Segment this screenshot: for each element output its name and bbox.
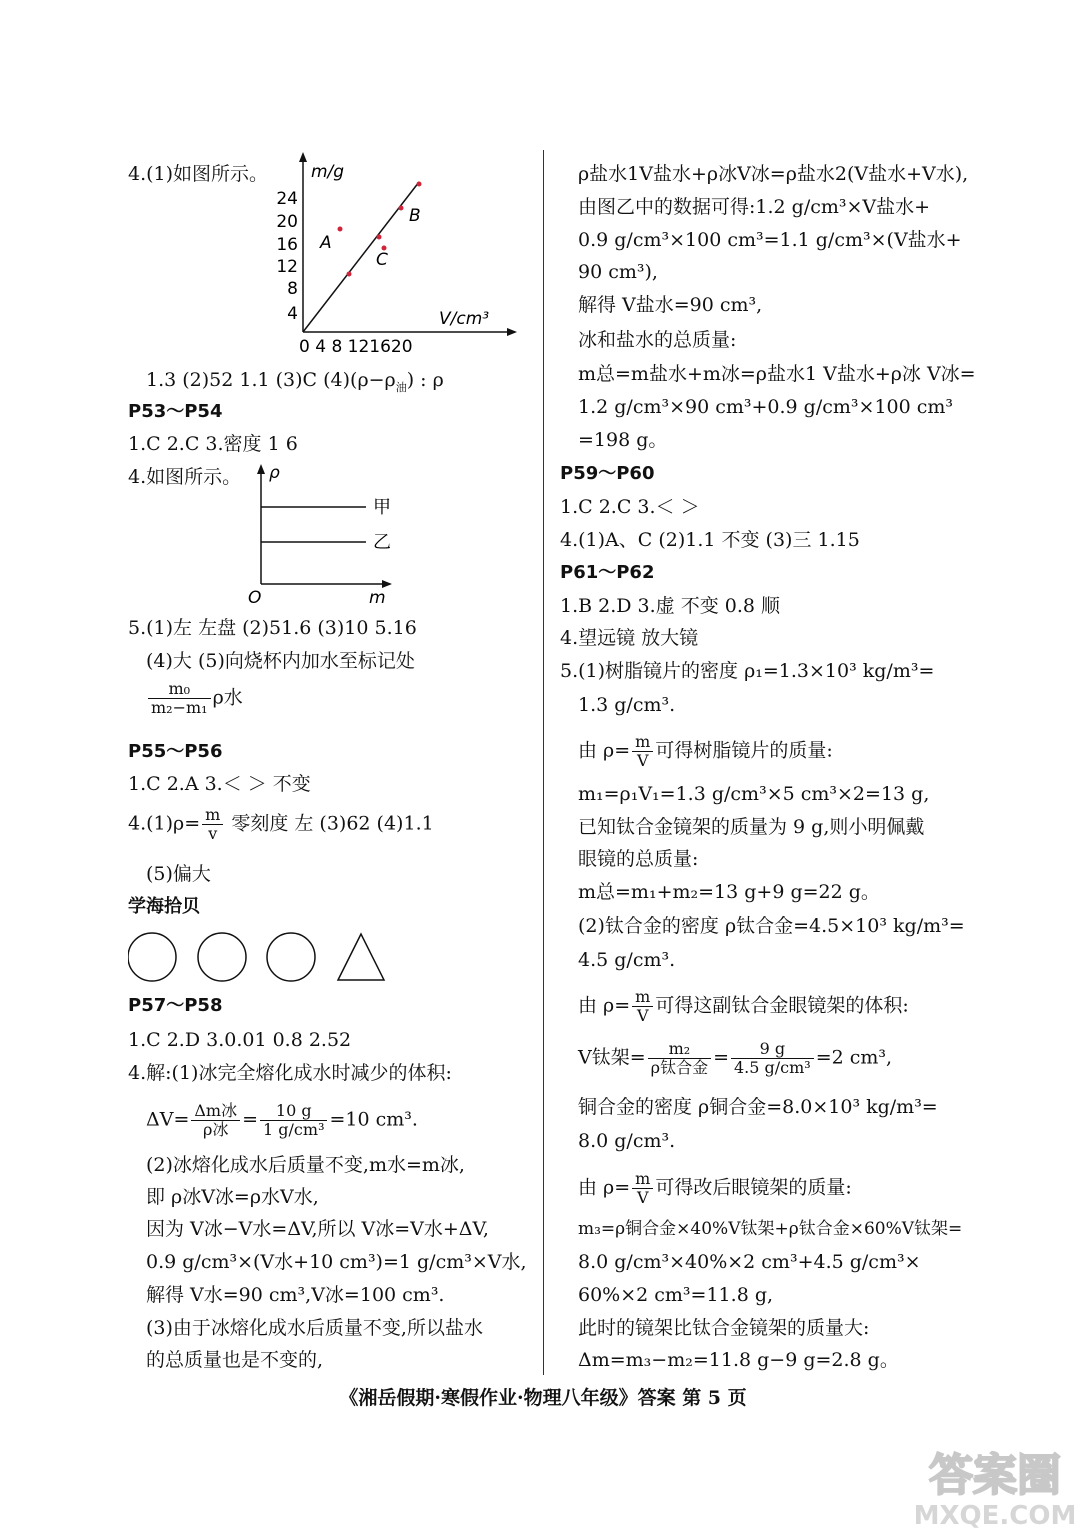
x-axis-label: V/cm³ [439, 309, 490, 329]
watermark-logo [913, 1442, 1078, 1530]
answer-line: 1.C 2.C 3.＜ ＞ [560, 496, 700, 518]
answer-line: 0.9 g/cm³×(V水+10 cm³)=1 g/cm³×V水, [146, 1251, 527, 1273]
y-tick: 4 [287, 304, 298, 324]
answer-line: 5.(1)树脂镜片的密度 ρ₁=1.3×10³ kg/m³= [560, 660, 935, 682]
answer-line: 因为 V冰−V水=ΔV,所以 V冰=V水+ΔV, [146, 1218, 489, 1240]
triangle-shape [338, 934, 384, 980]
column-divider [543, 150, 544, 1375]
y-axis-label: m/g [311, 162, 345, 182]
answer-line: m₁=ρ₁V₁=1.3 g/cm³×5 cm³×2=13 g, [578, 783, 930, 805]
answer-line: 4.(1)A、C (2)1.1 不变 (3)三 1.15 [560, 529, 860, 551]
answer-line: m₃=ρ铜合金×40%V钛架+ρ钛合金×60%V钛架= [578, 1219, 963, 1239]
formula-line: 4.(1)ρ= $\frac{m}{v}$ 零刻度 左 (3)62 (4)1.1 [128, 805, 434, 843]
formula-line: 由 ρ= $\frac{m}{V}$ 可得这副钛合金眼镜架的体积: [578, 987, 909, 1025]
fraction-answer: $\frac{\text{m₀}}{\text{m₂−m₁}}$ ρ水 [146, 680, 243, 717]
point-b-label: B [409, 206, 421, 226]
answer-line: m总=m₁+m₂=13 g+9 g=22 g。 [578, 881, 880, 903]
answer-line: 4.望远镜 放大镜 [560, 627, 699, 649]
answer-line: 8.0 g/cm³. [578, 1130, 676, 1152]
point-c-label: C [376, 250, 388, 270]
answer-line: 解得 V盐水=90 cm³, [578, 294, 763, 316]
section-heading: P57～P58 [128, 995, 223, 1016]
mass-volume-graph [273, 150, 518, 360]
origin-label: O [248, 588, 262, 604]
section-heading: P55～P56 [128, 741, 223, 762]
y-tick: 8 [287, 279, 298, 299]
answer-line: 8.0 g/cm³×40%×2 cm³+4.5 g/cm³× [578, 1251, 921, 1273]
y-tick: 20 [276, 212, 298, 232]
m-axis-label: m [369, 588, 386, 604]
x-ticks: 0 4 8 121620 [299, 337, 413, 357]
point-a-label: A [320, 233, 332, 253]
answer-line: 铜合金的密度 ρ铜合金=8.0×10³ kg/m³= [578, 1096, 938, 1118]
answer-line: (2)冰熔化成水后质量不变,m水=m冰, [146, 1154, 465, 1176]
answer-line: 1.B 2.D 3.虚 不变 0.8 顺 [560, 595, 780, 617]
answer-line: 已知钛合金镜架的质量为 9 g,则小明佩戴 [578, 816, 925, 838]
answer-line: (4)大 (5)向烧杯内加水至标记处 [146, 650, 415, 672]
answer-line: 1.C 2.C 3.密度 1 6 [128, 433, 298, 455]
answer-line: 0.9 g/cm³×100 cm³=1.1 g/cm³×(V盐水+ [578, 229, 962, 251]
answer-line: (3)由于冰熔化成水后质量不变,所以盐水 [146, 1317, 483, 1339]
answer-line: 4.5 g/cm³. [578, 949, 676, 971]
answer-line: 冰和盐水的总质量: [578, 329, 737, 351]
density-mass-graph [238, 462, 408, 604]
y-tick: 16 [276, 235, 298, 255]
y-tick: 12 [276, 257, 298, 277]
answer-line: 60%×2 cm³=11.8 g, [578, 1284, 774, 1306]
answer-line: 眼镜的总质量: [578, 848, 699, 870]
page-footer: 《湘岳假期·寒假作业·物理八年级》答案 第 5 页 [339, 1387, 747, 1409]
answer-line: 解得 V水=90 cm³,V冰=100 cm³. [146, 1284, 445, 1306]
answer-line: 1.3 g/cm³. [578, 694, 676, 716]
circle-shape [267, 933, 315, 981]
answer-line: 由图乙中的数据可得:1.2 g/cm³×V盐水+ [578, 196, 931, 218]
q4-intro: 4.(1)如图所示。 [128, 163, 269, 185]
answer-line: =198 g。 [578, 429, 668, 451]
answer-line: (5)偏大 [146, 863, 211, 885]
section-heading: P61～P62 [560, 562, 655, 583]
answer-line: 的总质量也是不变的, [146, 1349, 324, 1371]
section-heading: P53～P54 [128, 401, 223, 422]
answer-line: 此时的镜架比钛合金镜架的质量大: [578, 1317, 870, 1339]
shapes-row [128, 930, 388, 985]
answer-line: Δm=m₃−m₂=11.8 g−9 g=2.8 g。 [578, 1349, 899, 1371]
q4-rest: 1.3 (2)52 1.1 (3)C $(4)(\rho-\rho_油)$ : ρ [146, 369, 444, 394]
line-jia-label: 甲 [373, 497, 391, 518]
circle-shape [198, 933, 246, 981]
answer-line: 即 ρ冰V冰=ρ水V水, [146, 1186, 319, 1208]
answer-line: 4.如图所示。 [128, 466, 242, 488]
formula-line: 由 ρ= $\frac{m}{V}$ 可得改后眼镜架的质量: [578, 1169, 852, 1207]
section-heading: P59～P60 [560, 463, 655, 484]
rho-axis-label: ρ [269, 463, 280, 483]
answer-line: m总=m盐水+m冰=ρ盐水1 V盐水+ρ冰 V冰= [578, 363, 976, 385]
answer-line: (2)钛合金的密度 ρ钛合金=4.5×10³ kg/m³= [578, 915, 965, 937]
answer-line: 90 cm³), [578, 261, 658, 283]
y-tick: 24 [276, 189, 298, 209]
point-a-dot [338, 227, 343, 232]
svg-text:答案圈: 答案圈 [929, 1450, 1061, 1501]
answer-line: ρ盐水1V盐水+ρ冰V冰=ρ盐水2(V盐水+V水), [578, 163, 969, 185]
svg-text:MXQE.COM: MXQE.COM [913, 1501, 1077, 1530]
answer-line: 1.C 2.A 3.＜ ＞ 不变 [128, 773, 311, 795]
circle-shape [128, 933, 176, 981]
formula-line: V钛架= $\frac{\text{m₂}}{\text{ρ钛合金}}$ = $\frac{9 g}{\text{4.5 g/cm³}}$ =2 cm³, [578, 1039, 893, 1077]
formula-line: 由 ρ= $\frac{m}{V}$ 可得树脂镜片的质量: [578, 732, 833, 770]
answer-line: 1.2 g/cm³×90 cm³+0.9 g/cm³×100 cm³ [578, 396, 954, 418]
line-yi-label: 乙 [373, 532, 391, 553]
answer-line: 5.(1)左 左盘 (2)51.6 (3)10 5.16 [128, 617, 417, 639]
section-heading: 学海拾贝 [128, 896, 200, 917]
formula-line: ΔV= $\frac{\text{Δm冰}}{\text{ρ冰}}$ = $\frac{10 g}{\text{1 g/cm³}}$ =10 cm³. [146, 1101, 418, 1139]
answer-line: 4.解:(1)冰完全熔化成水时减少的体积: [128, 1062, 452, 1084]
answer-line: 1.C 2.D 3.0.01 0.8 2.52 [128, 1029, 352, 1051]
